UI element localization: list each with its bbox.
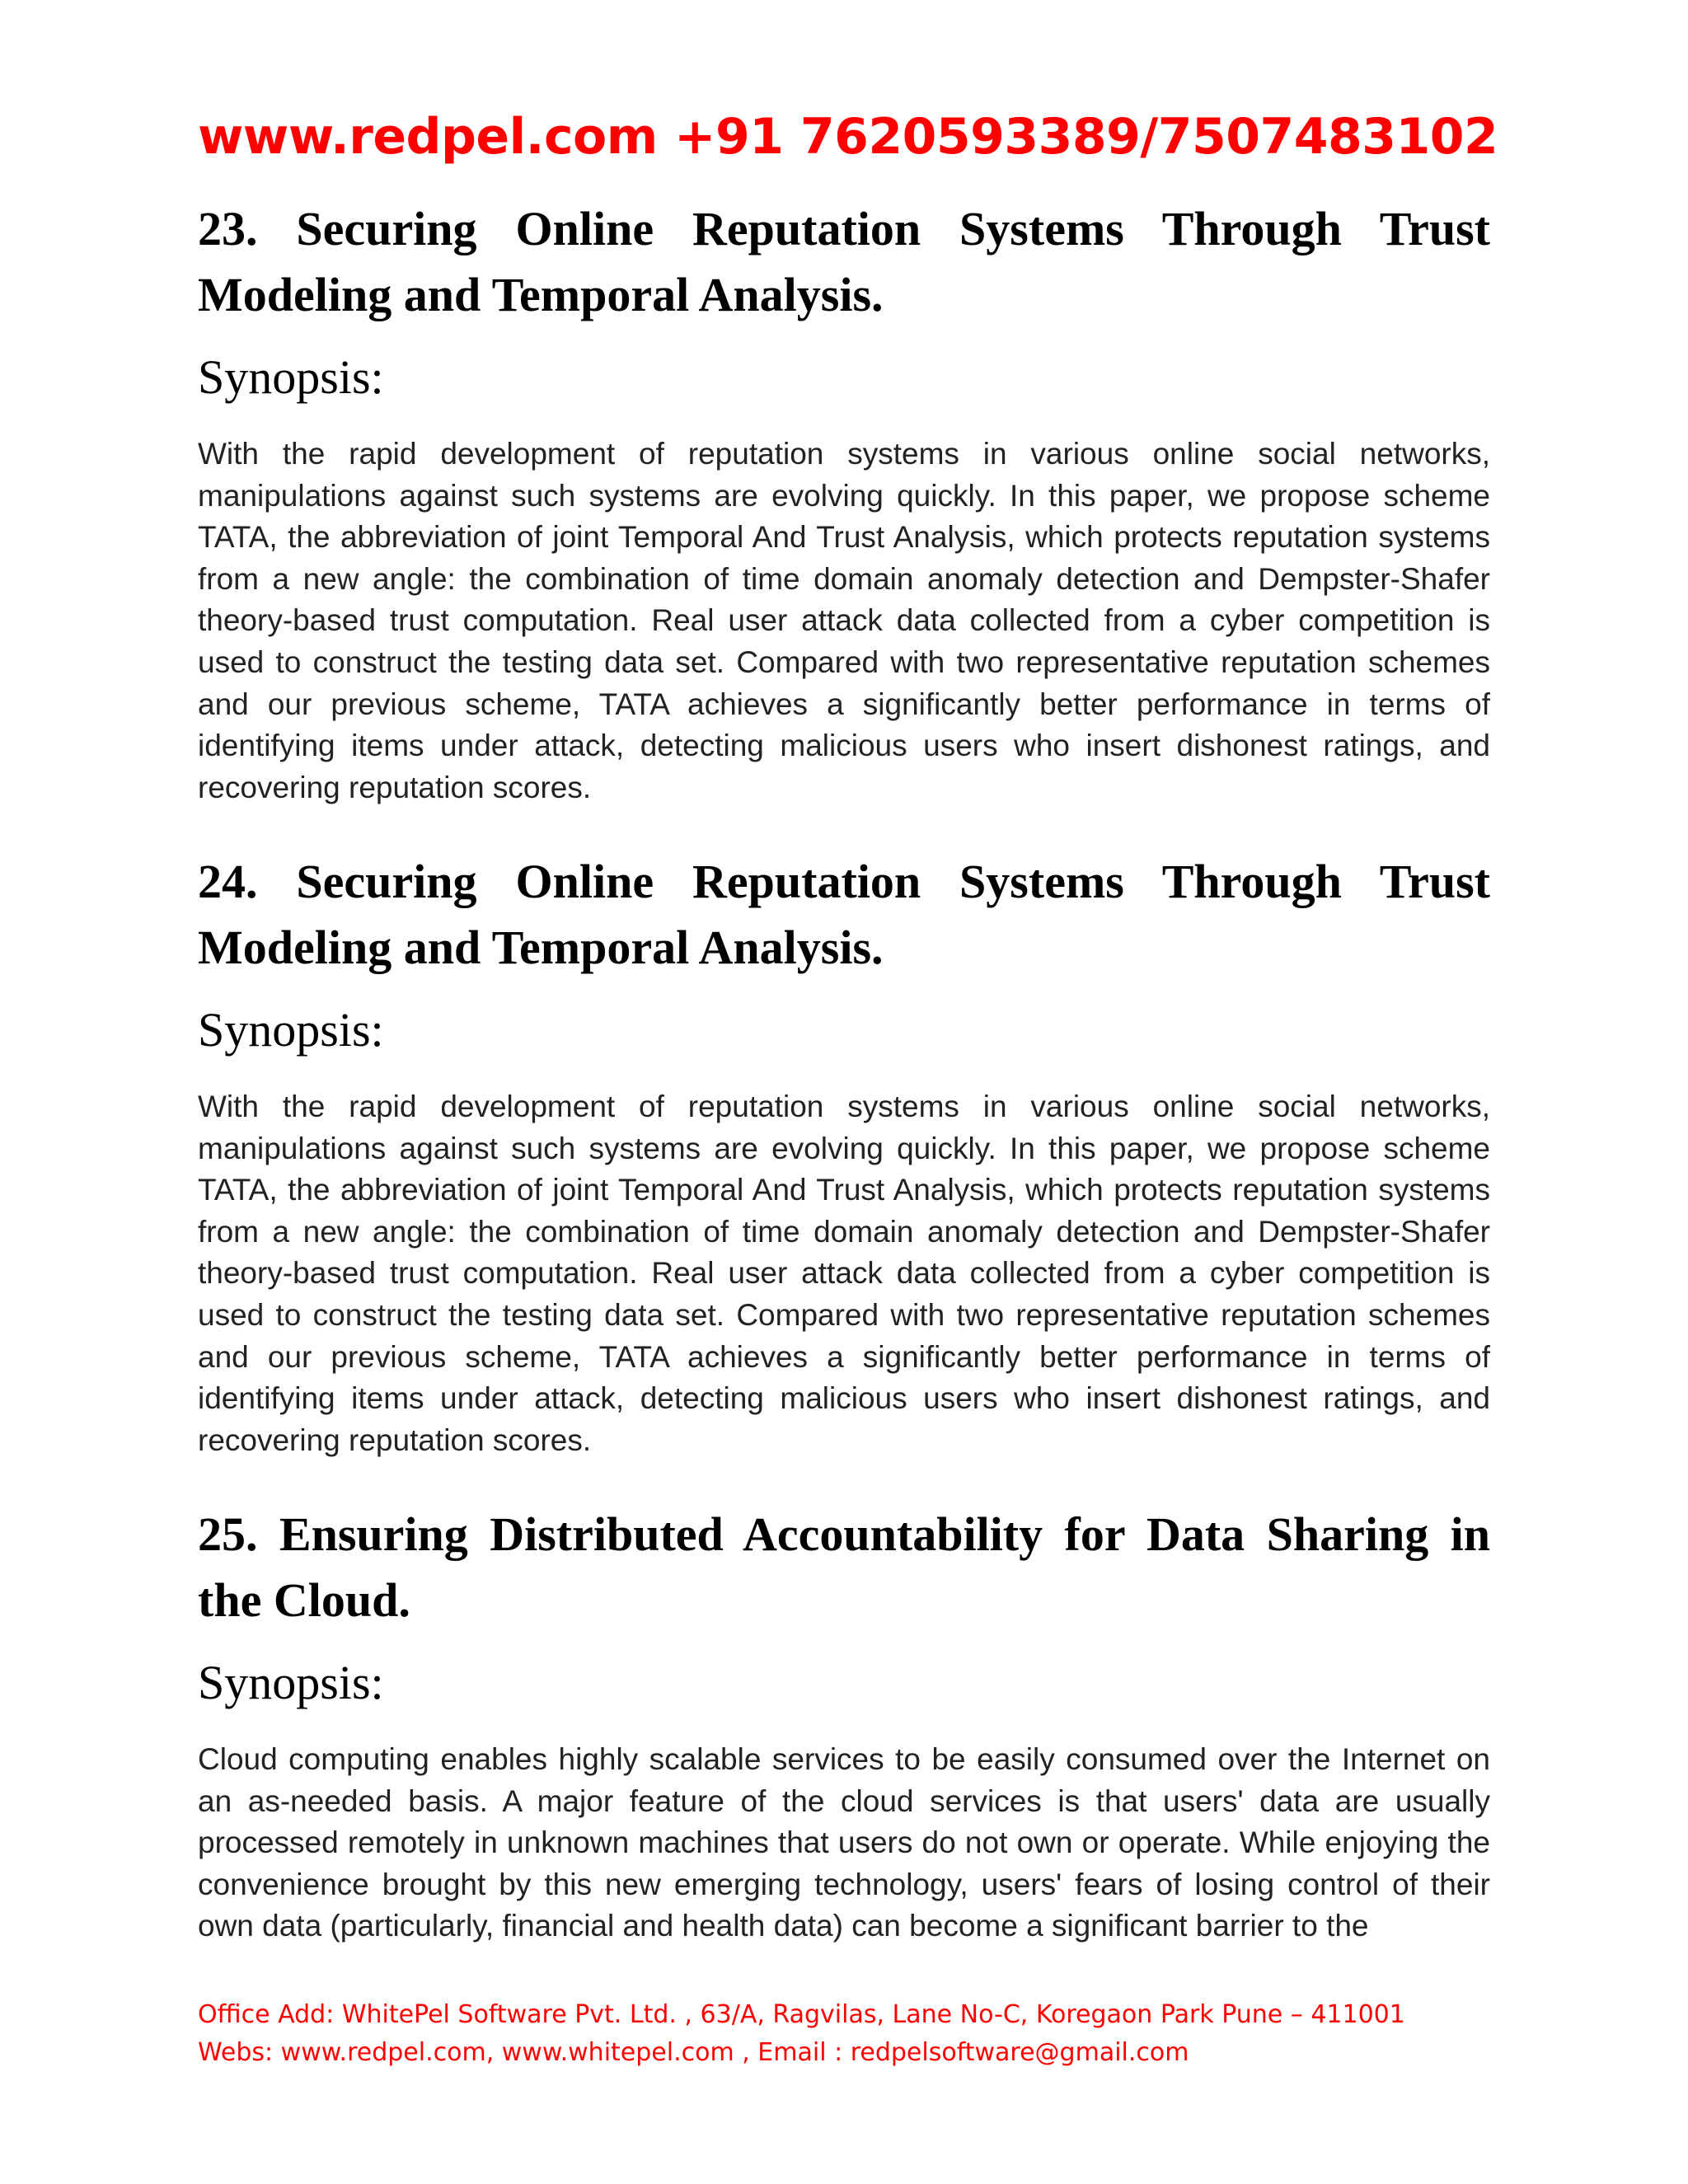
synopsis-heading: Synopsis: bbox=[198, 350, 384, 404]
header-contact-line: www.redpel.com +91 7620593389/7507483102 bbox=[198, 108, 1498, 166]
section-25 bbox=[198, 1502, 1490, 1947]
footer-web-links: Webs: www.redpel.com, www.whitepel.com , Email : redpelsoftware@gmail.com bbox=[198, 2038, 1189, 2067]
synopsis-heading: Synopsis: bbox=[198, 1003, 384, 1057]
section-24 bbox=[198, 849, 1490, 1461]
synopsis-paragraph: Cloud computing enables highly scalable services to be easily consumed over the Internet on an as-needed basis. A major feature of the cloud services is that users' data are usually processed remotely in unknown machines that users do not own or operate. While enjoying the convenience brought by this new emerging technology, users' fears of losing control of their own data (particularly, financial and health data) can become a significant barrier to the bbox=[198, 1742, 1490, 1943]
section-title: 24. Securing Online Reputation Systems Through Trust Modeling and Temporal Analysis. bbox=[198, 855, 1490, 974]
synopsis-paragraph: With the rapid development of reputation systems in various online social networks, manipulations against such systems are evolving quickly. In this paper, we propose scheme TATA, the abbreviation of joint Temporal And Trust Analysis, which protects reputation systems from a new angle: the combination of time domain anomaly detection and Dempster-Shafer theory-based trust computation. Real user attack data collected from a cyber competition is used to construct the testing data set. Compared with two representative reputation schemes and our previous scheme, TATA achieves a significantly better performance in terms of identifying items under attack, detecting malicious users who insert dishonest ratings, and recovering reputation scores. bbox=[198, 437, 1490, 804]
section-title: 23. Securing Online Reputation Systems Through Trust Modeling and Temporal Analysis. bbox=[198, 202, 1490, 321]
section-23 bbox=[198, 196, 1490, 808]
footer bbox=[198, 1996, 1405, 2072]
document-page bbox=[198, 0, 1498, 2184]
section-title: 25. Ensuring Distributed Accountability for Data Sharing in the Cloud. bbox=[198, 1507, 1490, 1627]
synopsis-heading: Synopsis: bbox=[198, 1656, 384, 1709]
synopsis-paragraph: With the rapid development of reputation systems in various online social networks, manipulations against such systems are evolving quickly. In this paper, we propose scheme TATA, the abbreviation of joint Temporal And Trust Analysis, which protects reputation systems from a new angle: the combination of time domain anomaly detection and Dempster-Shafer theory-based trust computation. Real user attack data collected from a cyber competition is used to construct the testing data set. Compared with two representative reputation schemes and our previous scheme, TATA achieves a significantly better performance in terms of identifying items under attack, detecting malicious users who insert dishonest ratings, and recovering reputation scores. bbox=[198, 1090, 1490, 1457]
footer-office-address: Office Add: WhitePel Software Pvt. Ltd. , 63/A, Ragvilas, Lane No-C, Koregaon Park Pune – 411001 bbox=[198, 2000, 1405, 2029]
